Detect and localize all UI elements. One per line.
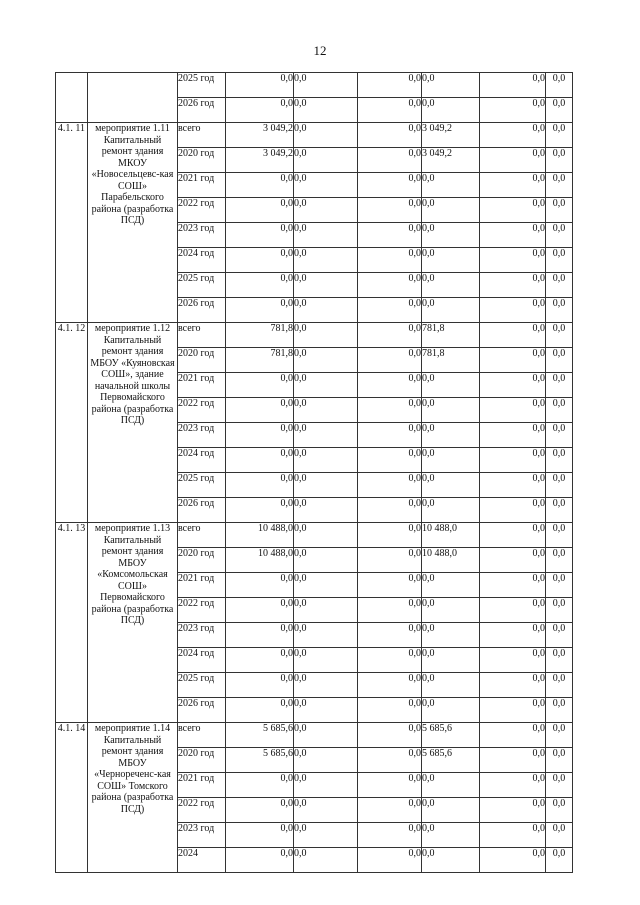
value-cell: 0,0 bbox=[546, 148, 573, 173]
value-cell: 0,0 bbox=[294, 673, 358, 698]
value-cell: 0,0 bbox=[226, 73, 294, 98]
value-cell: 0,0 bbox=[480, 773, 546, 798]
value-cell: 0,0 bbox=[294, 373, 358, 398]
value-cell: 0,0 bbox=[480, 323, 546, 348]
period-cell: 2025 год bbox=[178, 73, 226, 98]
item-name: мероприятие 1.11 Капитальный ремонт здания МКОУ «Новосельцевс-кая СОШ» Парабельского района (разработка ПСД) bbox=[88, 123, 178, 323]
value-cell: 0,0 bbox=[358, 448, 422, 473]
period-cell: 2022 год bbox=[178, 198, 226, 223]
value-cell: 5 685,6 bbox=[422, 748, 480, 773]
period-cell: 2024 год bbox=[178, 248, 226, 273]
value-cell: 0,0 bbox=[546, 298, 573, 323]
item-number: 4.1. 11 bbox=[56, 123, 88, 323]
value-cell: 0,0 bbox=[422, 498, 480, 523]
value-cell: 0,0 bbox=[358, 323, 422, 348]
item-name: мероприятие 1.13 Капитальный ремонт здания МБОУ «Комсомольская СОШ» Первомайского района (разработка ПСД) bbox=[88, 523, 178, 723]
value-cell: 0,0 bbox=[422, 598, 480, 623]
value-cell: 0,0 bbox=[480, 98, 546, 123]
value-cell: 0,0 bbox=[226, 598, 294, 623]
value-cell: 0,0 bbox=[480, 748, 546, 773]
value-cell: 0,0 bbox=[546, 223, 573, 248]
page-number: 12 bbox=[313, 43, 327, 58]
value-cell: 0,0 bbox=[358, 723, 422, 748]
period-cell: 2024 год bbox=[178, 448, 226, 473]
value-cell: 0,0 bbox=[294, 248, 358, 273]
value-cell: 0,0 bbox=[226, 373, 294, 398]
period-cell: 2025 год bbox=[178, 673, 226, 698]
value-cell: 0,0 bbox=[294, 273, 358, 298]
value-cell: 10 488,0 bbox=[422, 523, 480, 548]
value-cell: 0,0 bbox=[480, 373, 546, 398]
value-cell: 0,0 bbox=[480, 348, 546, 373]
period-cell: 2026 год bbox=[178, 98, 226, 123]
value-cell: 0,0 bbox=[480, 623, 546, 648]
value-cell: 0,0 bbox=[358, 773, 422, 798]
value-cell: 0,0 bbox=[480, 798, 546, 823]
value-cell: 0,0 bbox=[226, 198, 294, 223]
item-number bbox=[56, 73, 88, 123]
value-cell: 0,0 bbox=[422, 73, 480, 98]
value-cell: 0,0 bbox=[294, 173, 358, 198]
value-cell: 0,0 bbox=[358, 273, 422, 298]
period-cell: 2021 год bbox=[178, 373, 226, 398]
value-cell: 0,0 bbox=[422, 248, 480, 273]
value-cell: 0,0 bbox=[546, 798, 573, 823]
value-cell: 0,0 bbox=[422, 773, 480, 798]
financing-table bbox=[55, 72, 600, 873]
period-cell: 2020 год bbox=[178, 548, 226, 573]
value-cell: 0,0 bbox=[294, 448, 358, 473]
value-cell: 0,0 bbox=[358, 548, 422, 573]
value-cell: 0,0 bbox=[546, 848, 573, 873]
value-cell: 0,0 bbox=[358, 798, 422, 823]
value-cell: 781,8 bbox=[422, 348, 480, 373]
period-cell: 2022 год bbox=[178, 598, 226, 623]
value-cell: 0,0 bbox=[358, 398, 422, 423]
value-cell: 0,0 bbox=[546, 548, 573, 573]
value-cell: 0,0 bbox=[294, 773, 358, 798]
value-cell: 0,0 bbox=[358, 748, 422, 773]
value-cell: 0,0 bbox=[422, 473, 480, 498]
value-cell: 0,0 bbox=[546, 448, 573, 473]
value-cell: 0,0 bbox=[546, 598, 573, 623]
value-cell: 0,0 bbox=[480, 73, 546, 98]
item-number: 4.1. 12 bbox=[56, 323, 88, 523]
period-cell: 2020 год bbox=[178, 748, 226, 773]
value-cell: 0,0 bbox=[422, 298, 480, 323]
period-cell: 2024 bbox=[178, 848, 226, 873]
value-cell: 0,0 bbox=[480, 398, 546, 423]
value-cell: 3 049,2 bbox=[422, 123, 480, 148]
item-name bbox=[88, 73, 178, 123]
value-cell: 0,0 bbox=[294, 848, 358, 873]
period-cell: 2022 год bbox=[178, 798, 226, 823]
value-cell: 0,0 bbox=[480, 823, 546, 848]
value-cell: 0,0 bbox=[294, 348, 358, 373]
value-cell: 0,0 bbox=[358, 348, 422, 373]
value-cell: 0,0 bbox=[546, 673, 573, 698]
value-cell: 0,0 bbox=[358, 648, 422, 673]
value-cell: 0,0 bbox=[480, 848, 546, 873]
value-cell: 0,0 bbox=[358, 498, 422, 523]
value-cell: 0,0 bbox=[226, 673, 294, 698]
period-cell: 2020 год bbox=[178, 148, 226, 173]
period-cell: 2026 год bbox=[178, 698, 226, 723]
period-cell: 2023 год bbox=[178, 823, 226, 848]
value-cell: 0,0 bbox=[480, 173, 546, 198]
value-cell: 0,0 bbox=[422, 623, 480, 648]
period-cell: всего bbox=[178, 723, 226, 748]
value-cell: 0,0 bbox=[480, 698, 546, 723]
value-cell: 0,0 bbox=[294, 723, 358, 748]
item-name: мероприятие 1.14 Капитальный ремонт здания МБОУ «Чернореченс-кая СОШ» Томского района (разработка ПСД) bbox=[88, 723, 178, 873]
value-cell: 0,0 bbox=[358, 73, 422, 98]
value-cell: 0,0 bbox=[294, 598, 358, 623]
value-cell: 0,0 bbox=[546, 698, 573, 723]
value-cell: 0,0 bbox=[422, 173, 480, 198]
value-cell: 0,0 bbox=[358, 573, 422, 598]
value-cell: 0,0 bbox=[358, 523, 422, 548]
value-cell: 0,0 bbox=[422, 273, 480, 298]
value-cell: 0,0 bbox=[546, 73, 573, 98]
value-cell: 0,0 bbox=[358, 198, 422, 223]
value-cell: 0,0 bbox=[226, 273, 294, 298]
value-cell: 0,0 bbox=[422, 373, 480, 398]
value-cell: 0,0 bbox=[358, 823, 422, 848]
value-cell: 0,0 bbox=[480, 473, 546, 498]
value-cell: 0,0 bbox=[294, 698, 358, 723]
value-cell: 0,0 bbox=[226, 98, 294, 123]
period-cell: 2025 год bbox=[178, 473, 226, 498]
value-cell: 0,0 bbox=[546, 623, 573, 648]
period-cell: 2025 год bbox=[178, 273, 226, 298]
period-cell: 2023 год bbox=[178, 423, 226, 448]
value-cell: 0,0 bbox=[358, 173, 422, 198]
value-cell: 0,0 bbox=[480, 673, 546, 698]
value-cell: 0,0 bbox=[294, 148, 358, 173]
table-row bbox=[56, 323, 600, 348]
item-name: мероприятие 1.12 Капитальный ремонт здания МБОУ «Куяновская СОШ», здание начальной школы Первомайского района (разработка ПСД) bbox=[88, 323, 178, 523]
period-cell: 2020 год bbox=[178, 348, 226, 373]
value-cell: 0,0 bbox=[294, 748, 358, 773]
value-cell: 0,0 bbox=[226, 173, 294, 198]
value-cell: 0,0 bbox=[422, 423, 480, 448]
value-cell: 0,0 bbox=[358, 123, 422, 148]
value-cell: 0,0 bbox=[546, 348, 573, 373]
value-cell: 0,0 bbox=[422, 823, 480, 848]
value-cell: 0,0 bbox=[480, 223, 546, 248]
value-cell: 0,0 bbox=[546, 398, 573, 423]
table-row bbox=[56, 123, 600, 148]
value-cell: 0,0 bbox=[294, 548, 358, 573]
value-cell: 0,0 bbox=[294, 573, 358, 598]
value-cell: 0,0 bbox=[480, 598, 546, 623]
value-cell: 0,0 bbox=[546, 773, 573, 798]
value-cell: 0,0 bbox=[546, 648, 573, 673]
period-cell: 2024 год bbox=[178, 648, 226, 673]
value-cell: 0,0 bbox=[226, 498, 294, 523]
value-cell: 0,0 bbox=[358, 373, 422, 398]
period-cell: 2026 год bbox=[178, 498, 226, 523]
value-cell: 0,0 bbox=[480, 273, 546, 298]
period-cell: 2021 год bbox=[178, 573, 226, 598]
period-cell: 2021 год bbox=[178, 773, 226, 798]
value-cell: 0,0 bbox=[480, 148, 546, 173]
value-cell: 0,0 bbox=[358, 98, 422, 123]
value-cell: 0,0 bbox=[226, 398, 294, 423]
value-cell: 0,0 bbox=[422, 648, 480, 673]
value-cell: 0,0 bbox=[226, 423, 294, 448]
value-cell: 0,0 bbox=[480, 573, 546, 598]
value-cell: 0,0 bbox=[226, 798, 294, 823]
value-cell: 0,0 bbox=[294, 73, 358, 98]
value-cell: 0,0 bbox=[422, 848, 480, 873]
value-cell: 0,0 bbox=[294, 523, 358, 548]
value-cell: 0,0 bbox=[480, 198, 546, 223]
value-cell: 5 685,6 bbox=[422, 723, 480, 748]
value-cell: 0,0 bbox=[480, 523, 546, 548]
table-row bbox=[56, 723, 600, 748]
value-cell: 0,0 bbox=[480, 123, 546, 148]
value-cell: 0,0 bbox=[294, 98, 358, 123]
value-cell: 0,0 bbox=[358, 148, 422, 173]
value-cell: 0,0 bbox=[294, 498, 358, 523]
value-cell: 0,0 bbox=[294, 798, 358, 823]
value-cell: 0,0 bbox=[358, 298, 422, 323]
value-cell: 0,0 bbox=[226, 823, 294, 848]
table-row bbox=[56, 73, 600, 98]
value-cell: 0,0 bbox=[294, 648, 358, 673]
value-cell: 0,0 bbox=[546, 573, 573, 598]
value-cell: 0,0 bbox=[226, 623, 294, 648]
value-cell: 0,0 bbox=[358, 848, 422, 873]
value-cell: 0,0 bbox=[422, 798, 480, 823]
value-cell: 0,0 bbox=[546, 523, 573, 548]
value-cell: 0,0 bbox=[422, 673, 480, 698]
value-cell: 0,0 bbox=[480, 498, 546, 523]
period-cell: 2021 год bbox=[178, 173, 226, 198]
value-cell: 0,0 bbox=[480, 298, 546, 323]
value-cell: 0,0 bbox=[546, 748, 573, 773]
item-number: 4.1. 14 bbox=[56, 723, 88, 873]
value-cell: 0,0 bbox=[422, 698, 480, 723]
value-cell: 0,0 bbox=[294, 423, 358, 448]
value-cell: 5 685,6 bbox=[226, 748, 294, 773]
value-cell: 781,8 bbox=[422, 323, 480, 348]
value-cell: 0,0 bbox=[480, 548, 546, 573]
value-cell: 10 488,0 bbox=[226, 523, 294, 548]
value-cell: 0,0 bbox=[294, 473, 358, 498]
value-cell: 3 049,2 bbox=[422, 148, 480, 173]
value-cell: 0,0 bbox=[422, 398, 480, 423]
value-cell: 0,0 bbox=[546, 248, 573, 273]
value-cell: 0,0 bbox=[546, 498, 573, 523]
value-cell: 0,0 bbox=[226, 698, 294, 723]
value-cell: 0,0 bbox=[358, 598, 422, 623]
value-cell: 10 488,0 bbox=[226, 548, 294, 573]
value-cell: 0,0 bbox=[226, 573, 294, 598]
value-cell: 0,0 bbox=[546, 423, 573, 448]
item-number: 4.1. 13 bbox=[56, 523, 88, 723]
value-cell: 0,0 bbox=[546, 173, 573, 198]
value-cell: 0,0 bbox=[480, 423, 546, 448]
value-cell: 0,0 bbox=[422, 448, 480, 473]
value-cell: 0,0 bbox=[480, 723, 546, 748]
value-cell: 0,0 bbox=[422, 573, 480, 598]
value-cell: 0,0 bbox=[480, 648, 546, 673]
value-cell: 3 049,2 bbox=[226, 148, 294, 173]
period-cell: 2023 год bbox=[178, 623, 226, 648]
table-body bbox=[56, 73, 600, 873]
table-row bbox=[56, 523, 600, 548]
value-cell: 0,0 bbox=[358, 248, 422, 273]
value-cell: 781,8 bbox=[226, 323, 294, 348]
value-cell: 0,0 bbox=[546, 98, 573, 123]
value-cell: 0,0 bbox=[294, 623, 358, 648]
value-cell: 0,0 bbox=[294, 198, 358, 223]
value-cell: 0,0 bbox=[422, 98, 480, 123]
value-cell: 0,0 bbox=[358, 623, 422, 648]
value-cell: 0,0 bbox=[226, 248, 294, 273]
value-cell: 781,8 bbox=[226, 348, 294, 373]
value-cell: 0,0 bbox=[546, 473, 573, 498]
value-cell: 0,0 bbox=[294, 223, 358, 248]
value-cell: 0,0 bbox=[358, 223, 422, 248]
value-cell: 0,0 bbox=[546, 198, 573, 223]
value-cell: 0,0 bbox=[546, 273, 573, 298]
value-cell: 0,0 bbox=[480, 248, 546, 273]
value-cell: 0,0 bbox=[546, 723, 573, 748]
period-cell: всего bbox=[178, 123, 226, 148]
value-cell: 0,0 bbox=[422, 198, 480, 223]
value-cell: 0,0 bbox=[546, 823, 573, 848]
value-cell: 0,0 bbox=[226, 448, 294, 473]
value-cell: 0,0 bbox=[226, 298, 294, 323]
value-cell: 0,0 bbox=[358, 673, 422, 698]
value-cell: 0,0 bbox=[226, 473, 294, 498]
period-cell: 2022 год bbox=[178, 398, 226, 423]
value-cell: 0,0 bbox=[546, 123, 573, 148]
value-cell: 0,0 bbox=[480, 448, 546, 473]
period-cell: всего bbox=[178, 323, 226, 348]
value-cell: 0,0 bbox=[294, 298, 358, 323]
value-cell: 3 049,2 bbox=[226, 123, 294, 148]
value-cell: 0,0 bbox=[358, 698, 422, 723]
period-cell: 2026 год bbox=[178, 298, 226, 323]
period-cell: 2023 год bbox=[178, 223, 226, 248]
value-cell: 0,0 bbox=[358, 473, 422, 498]
value-cell: 0,0 bbox=[358, 423, 422, 448]
value-cell: 0,0 bbox=[226, 648, 294, 673]
value-cell: 0,0 bbox=[422, 223, 480, 248]
period-cell: всего bbox=[178, 523, 226, 548]
value-cell: 5 685,6 bbox=[226, 723, 294, 748]
value-cell: 0,0 bbox=[226, 773, 294, 798]
value-cell: 0,0 bbox=[546, 323, 573, 348]
value-cell: 0,0 bbox=[226, 848, 294, 873]
value-cell: 0,0 bbox=[294, 323, 358, 348]
value-cell: 0,0 bbox=[294, 398, 358, 423]
value-cell: 0,0 bbox=[294, 123, 358, 148]
value-cell: 0,0 bbox=[294, 823, 358, 848]
value-cell: 0,0 bbox=[546, 373, 573, 398]
value-cell: 0,0 bbox=[226, 223, 294, 248]
value-cell: 10 488,0 bbox=[422, 548, 480, 573]
